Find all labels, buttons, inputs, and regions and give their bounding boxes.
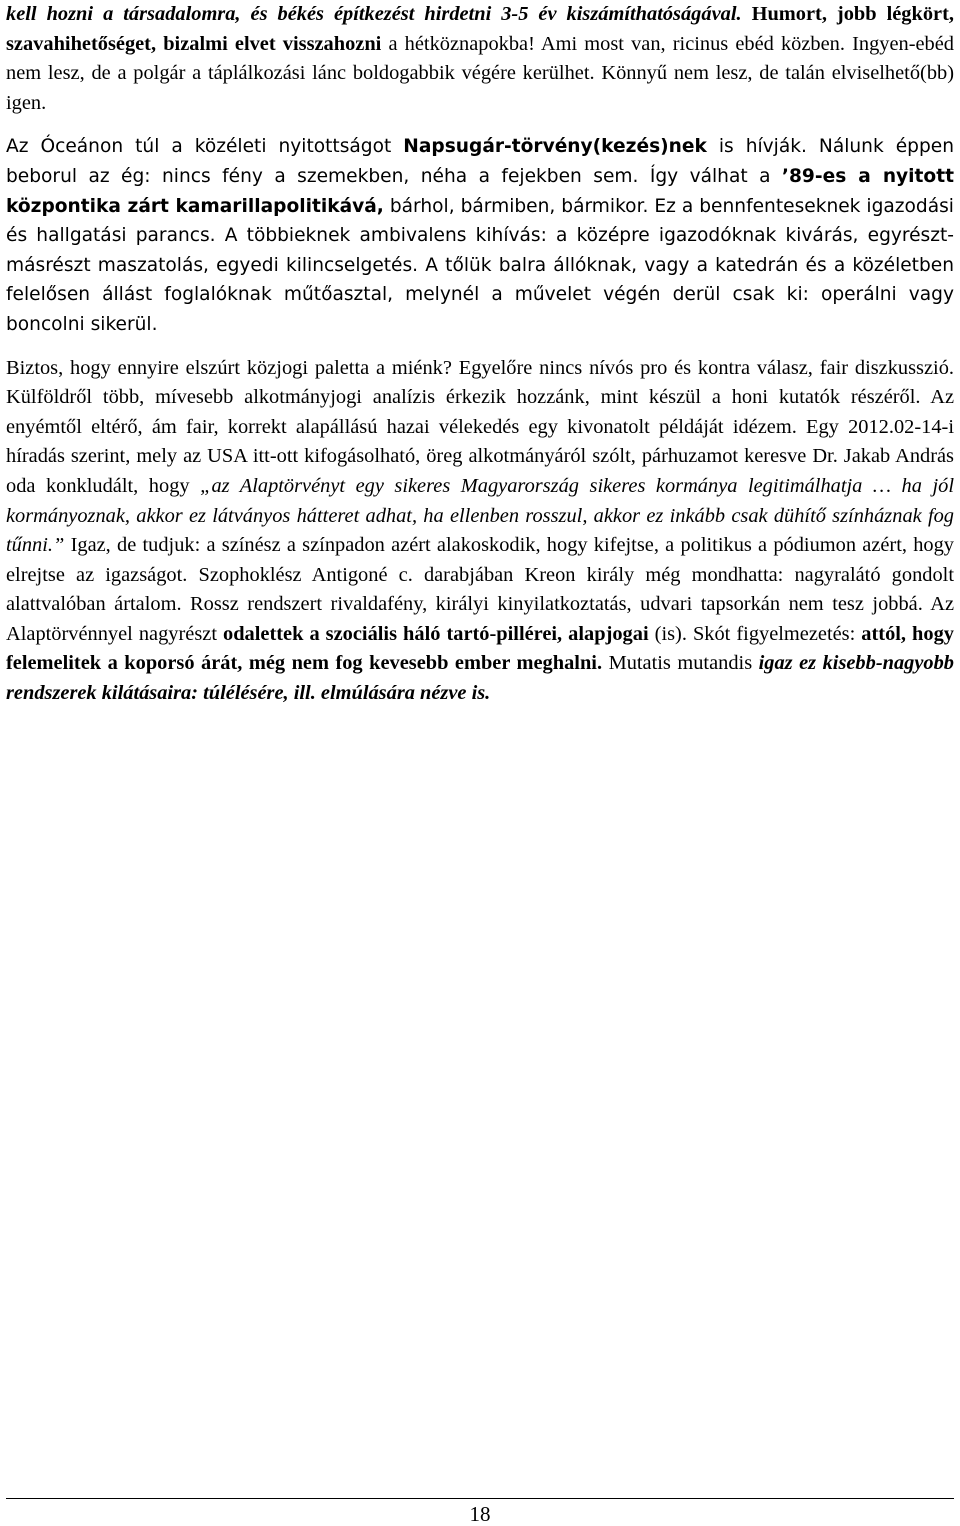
paragraph-2-text-b: is hívják. Nálunk éppen (718, 136, 954, 158)
paragraph-2-text-g: A többieknek ambivalens kihívás: a középre igazodóknak kivárás, egyrészt-másrészt maszatolás, egyedi kilincselgetés. (6, 225, 954, 276)
paragraph-1 (6, 0, 954, 118)
paragraph-1-bold-phrase: Humort, jobb légkört, szavahihetőséget, bizalmi elvet visszahozni (6, 3, 954, 55)
paragraph-1-bold-italic-lead: kell hozni a társadalomra, és békés építkezést hirdetni 3-5 év kiszámíthatóságával. (6, 3, 742, 25)
paragraph-3-text-b: Igaz, de tudjuk: a színész a színpadon azért alakoskodik, hogy kifejtse, a politikus a pódiumon azért, hogy elrejtse az igazságot. Szophoklész Antigoné c. darabjában Kreon király még mondhatta: nagyralátó gondolt alattvalóban ártalom. Rossz rendszert rivaldafény, királyi kinyilatkoztatás, udvari tapsorkán nem tesz jobbá. Az Alaptörvénnyel nagyrészt (6, 534, 954, 645)
paragraph-3 (6, 354, 954, 709)
paragraph-3-bold-italic-close: igaz ez kisebb-nagyobb rendszerek kilátásaira: túlélésére, ill. elmúlására nézve is. (6, 652, 954, 705)
paragraph-2-text-e: bárhol, bármiben, bármikor. (389, 195, 649, 217)
paragraph-2-text-d: Így válhat a (649, 165, 771, 187)
paragraph-2-bold-year: ’89-es a nyitott (781, 165, 954, 187)
paragraph-3-quote: „az Alaptörvényt egy sikeres Magyarország sikeres kormánya legitimálhatja … ha jól kormányoznak, akkor ez látványos hátteret adhat, ha ellenben rosszul, akkor ez inkább csak dühítő színháznak fog tűnni.” (6, 474, 954, 557)
paragraph-3-text-d: Mutatis mutandis (608, 652, 753, 675)
page-number: 18 (469, 1502, 491, 1526)
paragraph-2 (6, 132, 954, 339)
paragraph-3-bold-warning: attól, hogy felemelitek a koporsó árát, még nem fog kevesebb ember meghalni. (6, 622, 954, 675)
paragraph-2-text-c: beborul az ég: nincs fény a szemekben, néha a fejekben sem. (6, 165, 639, 187)
paragraph-1-text: a hétköznapokba! Ami most van, ricinus ebéd közben. Ingyen-ebéd nem lesz, de a polgár a táplálkozási lánc boldogabbik végére kerülhet. Könnyű nem lesz, de talán elviselhető(bb) igen. (6, 32, 954, 114)
paragraph-3-text-c: (is). Skót figyelmezetés: (654, 622, 856, 645)
footer-divider (6, 1498, 954, 1499)
paragraph-2-text-h: A tőlük balra állóknak, vagy a katedrán és a közéletben felelősen állást foglalóknak műtőasztal, melynél a művelet végén derül csak ki: operálni vagy boncolni sikerül. (6, 254, 954, 335)
paragraph-3-bold-pillars: odalettek a szociális háló tartó-pillérei, alapjogai (223, 622, 649, 645)
page-body (6, 0, 954, 709)
paragraph-2-bold-term: Napsugár-törvény(kezés)nek (403, 136, 707, 158)
paragraph-2-text-a: Az Óceánon túl a közéleti nyitottságot (6, 136, 392, 158)
paragraph-2-text-f: Ez a bennfenteseknek igazodási és hallgatási parancs. (6, 195, 954, 247)
paragraph-2-bold-politics: központika zárt kamarillapolitikává, (6, 195, 384, 217)
paragraph-3-text-a: Biztos, hogy ennyire elszúrt közjogi paletta a miénk? Egyelőre nincs nívós pro és kontra válasz, fair diszkusszió. Külföldről több, mívesebb alkotmányjogi analízis érkezik hozzánk, mint készül a honi kutatók részéről. Az enyémtől eltérő, ám fair, korrekt alapállású hazai vélekedés egy kivonatolt példáját idézem. Egy 2012.02-14-i híradás szerint, mely az USA itt-ott kifogásolható, öreg alkotmányáról szólt, párhuzamot keresve Dr. Jakab András oda konkludált, hogy (6, 356, 954, 497)
